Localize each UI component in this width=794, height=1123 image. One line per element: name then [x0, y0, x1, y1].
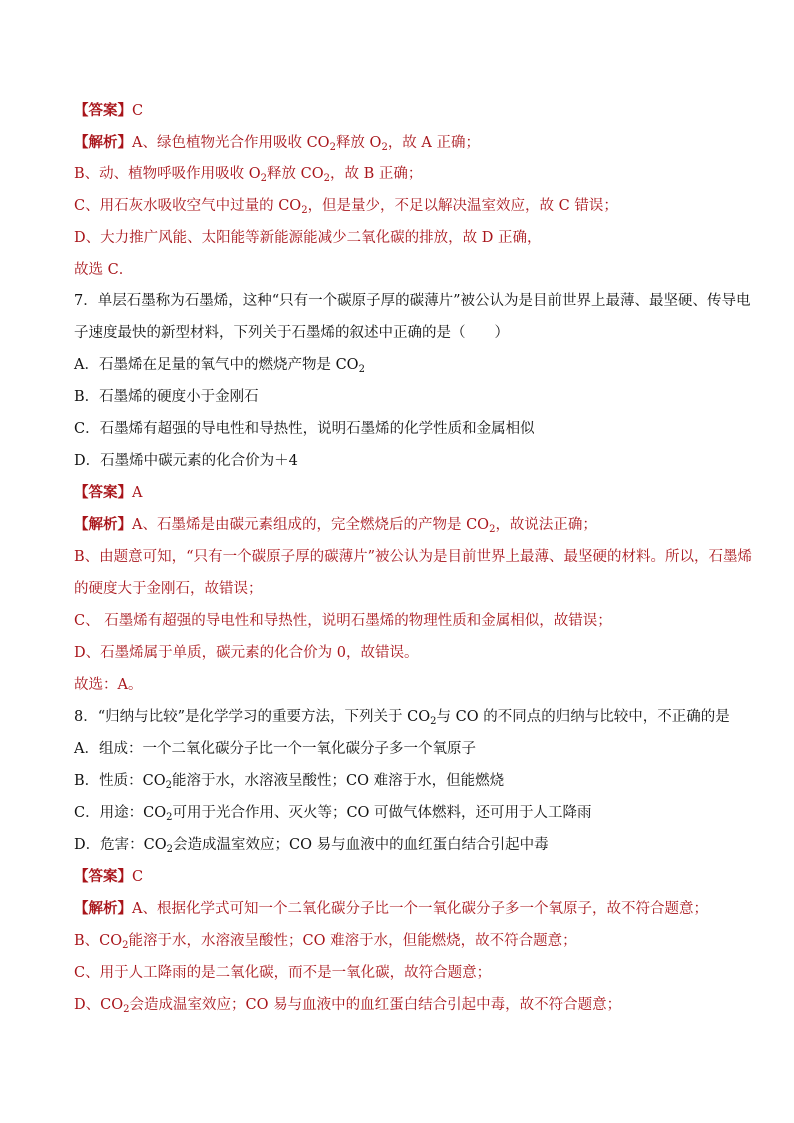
- text-run: 与 CO 的不同点的归纳与比较中，不正确的是: [436, 709, 730, 725]
- q6-explanation-d: [74, 228, 541, 248]
- text-run: D、大力推广风能、太阳能等新能源能减少二氧化碳的排放，故 D 正确，: [74, 230, 542, 246]
- section-tag: 【解析】: [74, 134, 132, 151]
- q7-explanation-b-line-1: [74, 547, 752, 567]
- q7-stem-line-1: [74, 291, 751, 311]
- q8-stem: [74, 707, 730, 727]
- q8-explanation-a: [74, 899, 708, 919]
- section-tag: 【答案】: [74, 102, 132, 119]
- subscript: 2: [301, 205, 308, 216]
- q7-explanation-b-line-2: [74, 579, 263, 599]
- text-run: ，故说法正确；: [495, 517, 597, 533]
- q7-conclusion: [74, 675, 142, 695]
- q8-explanation-c: [74, 963, 491, 983]
- subscript: 2: [260, 173, 268, 184]
- text-run: 释放 O: [335, 135, 382, 151]
- section-tag: 【解析】: [74, 900, 132, 917]
- text-run: D、CO: [74, 997, 124, 1013]
- q7-explanation-c: [74, 611, 612, 631]
- text-run: 能溶于水，水溶液呈酸性；CO 难溶于水，但能燃烧: [172, 773, 505, 789]
- text-run: 的硬度大于金刚石，故错误；: [74, 581, 263, 597]
- text-run: C．用途：CO: [74, 805, 167, 821]
- q6-answer: [74, 101, 143, 121]
- text-run: C、用于人工降雨的是二氧化碳，而不是一氧化碳，故符合题意；: [74, 965, 492, 981]
- section-tag: 【答案】: [74, 484, 132, 501]
- q6-explanation-b: [74, 164, 422, 184]
- text-run: 可用于光合作用、灭火等；CO 可做气体燃料，还可用于人工降雨: [172, 805, 592, 821]
- q7-option-d: [74, 451, 298, 471]
- subscript: 2: [358, 364, 365, 375]
- q8-option-b: [74, 771, 504, 791]
- text-run: A、石墨烯是由碳元素组成的，完全燃烧后的产物是 CO: [132, 517, 490, 533]
- text-run: 故选：A。: [74, 677, 143, 693]
- section-tag: 【答案】: [74, 868, 132, 885]
- q8-option-a: [74, 739, 476, 759]
- q8-explanation-b: [74, 931, 577, 951]
- q8-option-c: [74, 803, 592, 823]
- subscript: 2: [165, 780, 173, 791]
- text-run: C、 石墨烯有超强的导电性和导热性，说明石墨烯的物理性质和金属相似，故错误；: [74, 613, 612, 629]
- text-run: ，故 A 正确；: [387, 135, 481, 151]
- text-run: D．危害：CO: [74, 837, 167, 853]
- q6-explanation-c: [74, 196, 618, 216]
- text-run: D、石墨烯属于单质，碳元素的化合价为 0，故错误。: [74, 645, 419, 661]
- text-run: A．组成：一个二氧化碳分子比一个一氧化碳分子多一个氧原子: [74, 741, 476, 757]
- text-run: B．性质：CO: [74, 773, 166, 789]
- subscript: 2: [489, 524, 496, 535]
- q7-explanation-a: [74, 515, 597, 535]
- subscript: 2: [122, 940, 129, 951]
- q6-conclusion: [74, 260, 133, 280]
- q7-stem-line-2: [74, 323, 509, 343]
- q8-explanation-d: [74, 995, 621, 1015]
- subscript: 2: [381, 142, 388, 153]
- text-run: C．石墨烯有超强的导电性和导热性，说明石墨烯的化学性质和金属相似: [74, 421, 535, 437]
- text-run: B、由题意可知，“只有一个碳原子厚的碳薄片”被公认为是目前世界上最薄、最坚硬的材料。所以，石墨烯: [74, 549, 752, 565]
- text-run: A、绿色植物光合作用吸收 CO: [132, 135, 330, 151]
- text-run: ，故 B 正确；: [330, 166, 423, 182]
- text-run: 7．单层石墨称为石墨烯，这种“只有一个碳原子厚的碳薄片”被公认为是目前世界上最薄、最坚硬、传导电: [74, 293, 751, 309]
- text-run: B、动、植物呼吸作用吸收 O: [74, 166, 261, 182]
- text-run: A、根据化学式可知一个二氧化碳分子比一个一氧化碳分子多一个氧原子，故不符合题意；: [132, 901, 708, 917]
- text-run: 释放 CO: [267, 166, 324, 182]
- q7-option-b: [74, 387, 259, 407]
- subscript: 2: [166, 844, 173, 855]
- text-run: A: [132, 485, 143, 501]
- text-run: 会造成温室效应；CO 易与血液中的血红蛋白结合引起中毒，故不符合题意；: [129, 997, 622, 1013]
- subscript: 2: [123, 1004, 130, 1015]
- text-run: 子速度最快的新型材料，下列关于石墨烯的叙述中正确的是（ ）: [74, 325, 509, 341]
- text-run: A．石墨烯在足量的氧气中的燃烧产物是 CO: [74, 357, 359, 373]
- q7-explanation-d: [74, 643, 418, 663]
- text-run: D．石墨烯中碳元素的化合价为＋4: [74, 453, 298, 469]
- text-run: B、CO: [74, 933, 123, 949]
- q7-answer: [74, 483, 142, 503]
- text-run: C: [132, 869, 144, 885]
- q7-option-a: [74, 355, 365, 375]
- q7-option-c: [74, 419, 535, 439]
- text-run: C、用石灰水吸收空气中过量的 CO: [74, 198, 302, 214]
- subscript: 2: [166, 812, 173, 823]
- text-run: B．石墨烯的硬度小于金刚石: [74, 389, 259, 405]
- text-run: 能溶于水，水溶液呈酸性；CO 难溶于水，但能燃烧，故不符合题意；: [128, 933, 577, 949]
- subscript: 2: [323, 173, 330, 184]
- q6-explanation-a: [74, 133, 480, 153]
- q8-option-d: [74, 835, 549, 855]
- text-run: 会造成温室效应；CO 易与血液中的血红蛋白结合引起中毒: [172, 837, 549, 853]
- text-run: 8．“归纳与比较”是化学学习的重要方法，下列关于 CO: [74, 709, 431, 725]
- q8-answer: [74, 867, 143, 887]
- section-tag: 【解析】: [74, 516, 132, 533]
- text-run: ，但是量少，不足以解决温室效应，故 C 错误；: [307, 198, 618, 214]
- text-run: C: [132, 103, 144, 119]
- subscript: 2: [430, 716, 437, 727]
- text-run: 故选 C．: [74, 262, 134, 278]
- subscript: 2: [329, 142, 336, 153]
